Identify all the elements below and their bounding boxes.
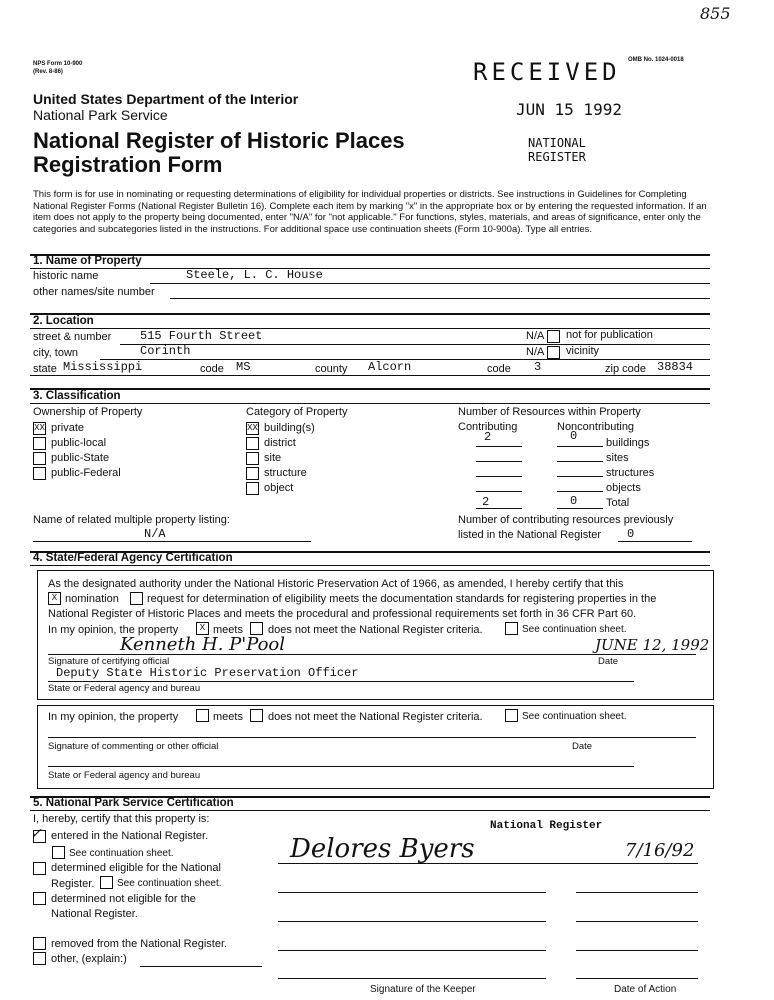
historic-name-value: Steele, L. C. House [186, 268, 323, 282]
cert-paragraph-3: National Register of Historic Places and meets the procedural and professional requirements set forth in 36 CFR Part 60. [48, 608, 637, 620]
county-label: county [315, 363, 348, 375]
section-3-heading: 3. Classification [33, 390, 121, 402]
ownership-public-local-label: public-local [51, 437, 107, 449]
category-district-checkbox[interactable] [246, 437, 259, 450]
agency-value: Deputy State Historic Preservation Officer [56, 666, 359, 680]
buildings-noncontributing: 0 [570, 429, 578, 443]
continuation-sheet-2-label: See continuation sheet. [522, 711, 627, 722]
does-not-meet-2-checkbox[interactable] [250, 709, 263, 722]
category-object-label: object [264, 482, 294, 494]
other-checkbox[interactable] [33, 952, 46, 965]
meets-checkbox[interactable]: X [196, 622, 209, 635]
cert-paragraph-1: As the designated authority under the National Historic Preservation Act of 1966, as amended, I hereby certify that this [48, 578, 624, 590]
stamp-register: REGISTER [528, 150, 586, 164]
meets-label: meets [213, 624, 243, 636]
national-register-stamp: National Register [490, 820, 603, 832]
category-object-checkbox[interactable] [246, 482, 259, 495]
page-title: National Register of Historic Places [33, 128, 405, 153]
commenting-signature-label: Signature of commenting or other official [48, 741, 219, 752]
service: National Park Service [33, 107, 168, 123]
not-eligible-label: determined not eligible for the [51, 893, 196, 905]
opinion-2-label: In my opinion, the property [48, 711, 179, 723]
previously-listed-value: 0 [627, 527, 635, 541]
previously-listed-label-2: listed in the National Register [458, 529, 602, 541]
entered-label: entered in the National Register. [51, 830, 209, 842]
row-objects: objects [606, 482, 641, 494]
date-of-action-label: Date of Action [614, 984, 677, 995]
contributing-heading: Contributing [458, 421, 518, 433]
street-value: 515 Fourth Street [140, 329, 263, 343]
state-value: Mississippi [63, 360, 143, 374]
page-subtitle: Registration Form [33, 152, 223, 177]
action-date: 7/16/92 [625, 840, 695, 861]
vicinity-checkbox[interactable] [547, 346, 560, 359]
not-eligible-checkbox[interactable] [33, 892, 46, 905]
keeper-signature: Delores Byers [290, 834, 475, 864]
certifying-signature: Kenneth H. P'Pool [120, 634, 286, 655]
ownership-public-federal-label: public-Federal [51, 467, 121, 479]
previously-listed-label-1: Number of contributing resources previously [458, 514, 674, 526]
section-2-heading: 2. Location [33, 315, 94, 327]
signature-label: Signature of certifying official [48, 656, 170, 667]
determined-eligible-label: determined eligible for the National [51, 862, 221, 874]
removed-checkbox[interactable] [33, 937, 46, 950]
agency-label: State or Federal agency and bureau [48, 683, 201, 694]
ownership-public-federal-checkbox[interactable] [33, 467, 46, 480]
continuation-sheet-2-checkbox[interactable] [505, 709, 518, 722]
not-for-publication-label: not for publication [566, 329, 653, 341]
vicinity-label: vicinity [566, 345, 600, 357]
total-contributing: 2 [482, 495, 490, 509]
ownership-public-state-label: public-State [51, 452, 110, 464]
county-value: Alcorn [368, 360, 412, 374]
certification-date: JUNE 12, 1992 [595, 636, 710, 654]
certify-label: I, hereby, certify that this property is: [33, 813, 210, 825]
department: United States Department of the Interior [33, 91, 299, 107]
other-label: other, (explain:) [51, 953, 127, 965]
determined-eligible-checkbox[interactable] [33, 862, 46, 875]
row-sites: sites [606, 452, 629, 464]
row-total: Total [606, 497, 630, 509]
does-not-meet-2-label: does not meet the National Register criteria. [268, 711, 483, 723]
state-label: state [33, 363, 57, 375]
city-label: city, town [33, 347, 79, 359]
form-rev: (Rev. 8-86) [33, 69, 63, 75]
stamp-date: JUN 15 1992 [516, 100, 622, 119]
category-heading: Category of Property [246, 406, 348, 418]
ownership-private-label: private [51, 422, 85, 434]
multiple-listing-value: N/A [144, 527, 166, 541]
category-building-label: building(s) [264, 422, 315, 434]
buildings-contributing: 2 [484, 430, 492, 444]
noncontributing-heading: Noncontributing [557, 421, 635, 433]
na-publication: N/A [526, 330, 545, 342]
keeper-signature-label: Signature of the Keeper [370, 984, 476, 995]
eligible-continuation-checkbox[interactable] [100, 876, 113, 889]
date-2-label: Date [572, 741, 593, 752]
form-id: NPS Form 10-900 [33, 61, 83, 67]
category-structure-label: structure [264, 467, 307, 479]
city-value: Corinth [140, 344, 191, 358]
continuation-sheet-checkbox[interactable] [505, 622, 518, 635]
zip-value: 38834 [657, 360, 694, 374]
stamp-national: NATIONAL [528, 136, 586, 150]
historic-name-label: historic name [33, 270, 99, 282]
street-label: street & number [33, 331, 112, 343]
county-code-value: 3 [534, 360, 542, 374]
ownership-public-state-checkbox[interactable] [33, 452, 46, 465]
omb-number: OMB No. 1024-0018 [628, 57, 684, 63]
cert-paragraph-2: request for determination of eligibility meets the documentation standards for registering properties in the [147, 593, 657, 605]
entered-checkmark-icon: ✓ [30, 826, 42, 842]
row-structures: structures [606, 467, 655, 479]
register-label: Register. [51, 878, 95, 890]
other-names-label: other names/site number [33, 286, 155, 298]
date-label: Date [598, 656, 619, 667]
state-code-label: code [200, 363, 224, 375]
request-determination-checkbox[interactable] [130, 592, 143, 605]
resources-heading: Number of Resources within Property [458, 406, 641, 418]
removed-label: removed from the National Register. [51, 938, 228, 950]
does-not-meet-label: does not meet the National Register criteria. [268, 624, 483, 636]
nomination-checkbox[interactable]: X [48, 592, 61, 605]
entered-checkbox[interactable] [33, 830, 46, 843]
received-stamp: RECEIVED [473, 58, 621, 86]
category-structure-checkbox[interactable] [246, 467, 259, 480]
multiple-listing-label: Name of related multiple property listing: [33, 514, 230, 526]
section-1-heading: 1. Name of Property [33, 255, 142, 267]
category-site-checkbox[interactable] [246, 452, 259, 465]
not-eligible-label-2: National Register. [51, 908, 138, 920]
category-site-label: site [264, 452, 282, 464]
section-4-heading: 4. State/Federal Agency Certification [33, 552, 233, 564]
county-code-label: code [487, 363, 511, 375]
corner-number: 855 [700, 4, 731, 23]
na-vicinity: N/A [526, 346, 545, 358]
opinion-label: In my opinion, the property [48, 624, 179, 636]
not-for-publication-checkbox[interactable] [547, 330, 560, 343]
total-noncontributing: 0 [570, 494, 578, 508]
section-5-heading: 5. National Park Service Certification [33, 797, 234, 809]
ownership-public-local-checkbox[interactable] [33, 437, 46, 450]
ownership-heading: Ownership of Property [33, 406, 143, 418]
ownership-private-checkbox[interactable]: XX [34, 423, 45, 433]
meets-2-checkbox[interactable] [196, 709, 209, 722]
entered-continuation-label: See continuation sheet. [69, 848, 174, 859]
category-district-label: district [264, 437, 296, 449]
continuation-sheet-label: See continuation sheet. [522, 624, 627, 635]
row-buildings: buildings [606, 437, 650, 449]
agency-2-label: State or Federal agency and bureau [48, 770, 201, 781]
entered-continuation-checkbox[interactable] [52, 846, 65, 859]
zip-label: zip code [605, 363, 646, 375]
meets-2-label: meets [213, 711, 243, 723]
category-building-checkbox[interactable]: XX [247, 423, 258, 433]
instructions: This form is for use in nominating or requesting determinations of eligibility for individual properties or districts. See instructions in Guidelines for Completing National Register Forms (National Register Bulletin 16). Complete each item by marking "x" in the appropriate box or by entering the requested information. If an item does not apply to the property being documented, enter "N/A" for "not applicable." For functions, styles, materials, and areas of significance, enter only the categories and subcategories listed in the instructions. For additional space use continuation sheets (Form 10-900a). Type all entries. [33, 189, 707, 235]
eligible-continuation-label: See continuation sheet. [117, 878, 222, 889]
state-code-value: MS [236, 360, 251, 374]
nomination-label: nomination [65, 593, 119, 605]
